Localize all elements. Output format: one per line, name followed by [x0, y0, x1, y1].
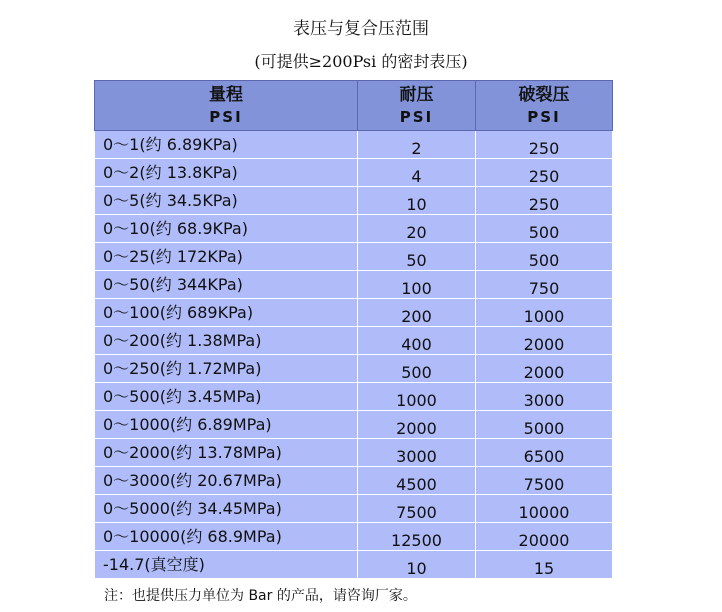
burst-pressure-cell: 500	[476, 215, 613, 243]
range-cell: 0～5000(约 34.45MPa)	[95, 495, 358, 523]
range-cell: 0～5(约 34.5KPa)	[95, 187, 358, 215]
table-row	[95, 355, 613, 383]
burst-pressure-cell: 250	[476, 131, 613, 159]
burst-pressure-cell: 2000	[476, 327, 613, 355]
table-row	[95, 411, 613, 439]
burst-pressure-cell: 6500	[476, 439, 613, 467]
range-cell: 0～200(约 1.38MPa)	[95, 327, 358, 355]
burst-pressure-cell: 1000	[476, 299, 613, 327]
proof-pressure-cell: 2	[358, 131, 476, 159]
range-cell: 0～25(约 172KPa)	[95, 243, 358, 271]
page-title: 表压与复合压范围	[293, 19, 429, 39]
proof-pressure-cell: 12500	[358, 523, 476, 551]
table-row	[95, 215, 613, 243]
proof-pressure-cell: 7500	[358, 495, 476, 523]
range-cell: 0～2(约 13.8KPa)	[95, 159, 358, 187]
burst-pressure-cell: 10000	[476, 495, 613, 523]
header-unit: PSI	[209, 107, 243, 126]
burst-pressure-cell: 2000	[476, 355, 613, 383]
table-body	[95, 131, 613, 579]
range-cell: -14.7(真空度)	[95, 551, 358, 579]
range-cell: 0～250(约 1.72MPa)	[95, 355, 358, 383]
header-burst-pressure	[476, 81, 613, 131]
burst-pressure-cell: 15	[476, 551, 613, 579]
header-range	[95, 81, 358, 131]
range-cell: 0～1000(约 6.89MPa)	[95, 411, 358, 439]
table-row	[95, 383, 613, 411]
range-cell: 0～2000(约 13.78MPa)	[95, 439, 358, 467]
proof-pressure-cell: 50	[358, 243, 476, 271]
table-row	[95, 187, 613, 215]
table-row	[95, 159, 613, 187]
burst-pressure-cell: 5000	[476, 411, 613, 439]
proof-pressure-cell: 4	[358, 159, 476, 187]
table-row	[95, 467, 613, 495]
burst-pressure-cell: 3000	[476, 383, 613, 411]
range-cell: 0～500(约 3.45MPa)	[95, 383, 358, 411]
page-subtitle: (可提供≥200Psi 的密封表压)	[254, 52, 468, 71]
burst-pressure-cell: 750	[476, 271, 613, 299]
table-row	[95, 271, 613, 299]
range-cell: 0～10000(约 68.9MPa)	[95, 523, 358, 551]
proof-pressure-cell: 1000	[358, 383, 476, 411]
proof-pressure-cell: 500	[358, 355, 476, 383]
proof-pressure-cell: 100	[358, 271, 476, 299]
table-row	[95, 131, 613, 159]
header-label: 耐压	[399, 84, 434, 105]
proof-pressure-cell: 3000	[358, 439, 476, 467]
proof-pressure-cell: 4500	[358, 467, 476, 495]
header-unit: PSI	[399, 107, 434, 126]
table-row	[95, 439, 613, 467]
table-header-row	[95, 81, 613, 131]
header-proof-pressure	[358, 81, 476, 131]
proof-pressure-cell: 10	[358, 187, 476, 215]
header-label: 量程	[209, 84, 243, 105]
proof-pressure-cell: 10	[358, 551, 476, 579]
header-label: 破裂压	[518, 84, 570, 105]
burst-pressure-cell: 7500	[476, 467, 613, 495]
table-row	[95, 299, 613, 327]
range-cell: 0～100(约 689KPa)	[95, 299, 358, 327]
proof-pressure-cell: 200	[358, 299, 476, 327]
table-row	[95, 551, 613, 579]
pressure-range-table	[94, 80, 613, 579]
burst-pressure-cell: 500	[476, 243, 613, 271]
proof-pressure-cell: 20	[358, 215, 476, 243]
proof-pressure-cell: 2000	[358, 411, 476, 439]
table-row	[95, 495, 613, 523]
table-row	[95, 327, 613, 355]
table-row	[95, 243, 613, 271]
burst-pressure-cell: 250	[476, 187, 613, 215]
header-unit: PSI	[527, 107, 561, 126]
proof-pressure-cell: 400	[358, 327, 476, 355]
footnote: 注：也提供压力单位为 Bar 的产品，请咨询厂家。	[104, 588, 417, 604]
range-cell: 0～1(约 6.89KPa)	[95, 131, 358, 159]
burst-pressure-cell: 20000	[476, 523, 613, 551]
range-cell: 0～10(约 68.9KPa)	[95, 215, 358, 243]
range-cell: 0～50(约 344KPa)	[95, 271, 358, 299]
burst-pressure-cell: 250	[476, 159, 613, 187]
range-cell: 0～3000(约 20.67MPa)	[95, 467, 358, 495]
table-row	[95, 523, 613, 551]
